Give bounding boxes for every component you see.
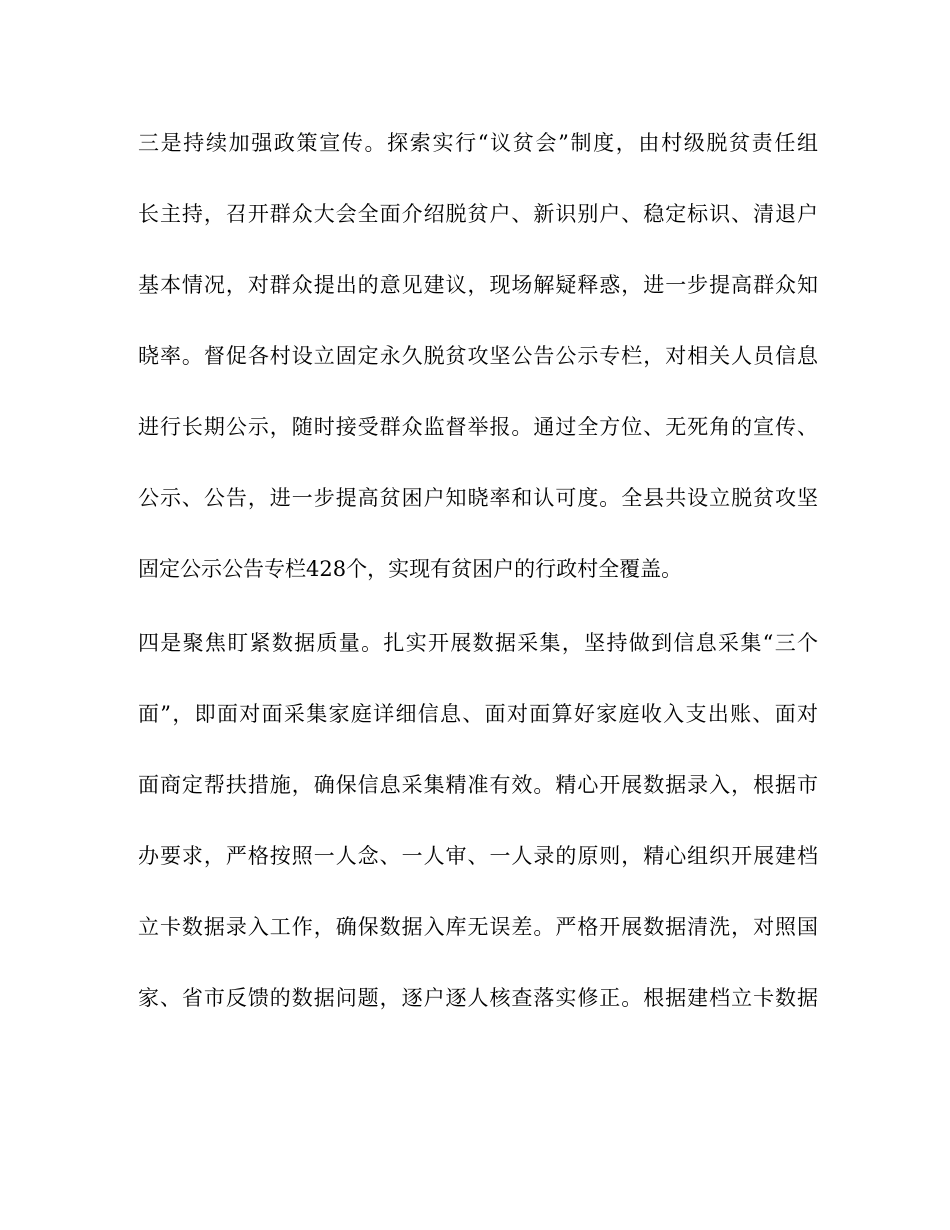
text-line: 面”，即面对面采集家庭详细信息、面对面算好家庭收入支出账、面对 bbox=[138, 702, 818, 726]
text-line: 基本情况，对群众提出的意见建议，现场解疑释惑，进一步提高群众知 bbox=[138, 273, 818, 297]
text-line: 四是聚焦盯紧数据质量。扎实开展数据采集，坚持做到信息采集“三个 bbox=[138, 631, 818, 655]
text-line: 公示、公告，进一步提高贫困户知晓率和认可度。全县共设立脱贫攻坚 bbox=[138, 486, 818, 510]
text-line: 固定公示公告专栏428个，实现有贫困户的行政村全覆盖。 bbox=[138, 557, 683, 581]
text-line: 长主持，召开群众大会全面介绍脱贫户、新识别户、稳定标识、清退户 bbox=[138, 202, 818, 226]
text-line: 三是持续加强政策宣传。探索实行“议贫会”制度，由村级脱贫责任组 bbox=[138, 131, 818, 155]
text-line: 办要求，严格按照一人念、一人审、一人录的原则，精心组织开展建档 bbox=[138, 844, 818, 868]
text-line: 面商定帮扶措施，确保信息采集精准有效。精心开展数据录入，根据市 bbox=[138, 773, 818, 797]
text-line: 晓率。督促各村设立固定永久脱贫攻坚公告公示专栏，对相关人员信息 bbox=[138, 344, 818, 368]
text-line: 进行长期公示，随时接受群众监督举报。通过全方位、无死角的宣传、 bbox=[138, 415, 818, 439]
text-line: 家、省市反馈的数据问题，逐户逐人核查落实修正。根据建档立卡数据 bbox=[138, 986, 818, 1010]
text-line: 立卡数据录入工作，确保数据入库无误差。严格开展数据清洗，对照国 bbox=[138, 915, 818, 939]
